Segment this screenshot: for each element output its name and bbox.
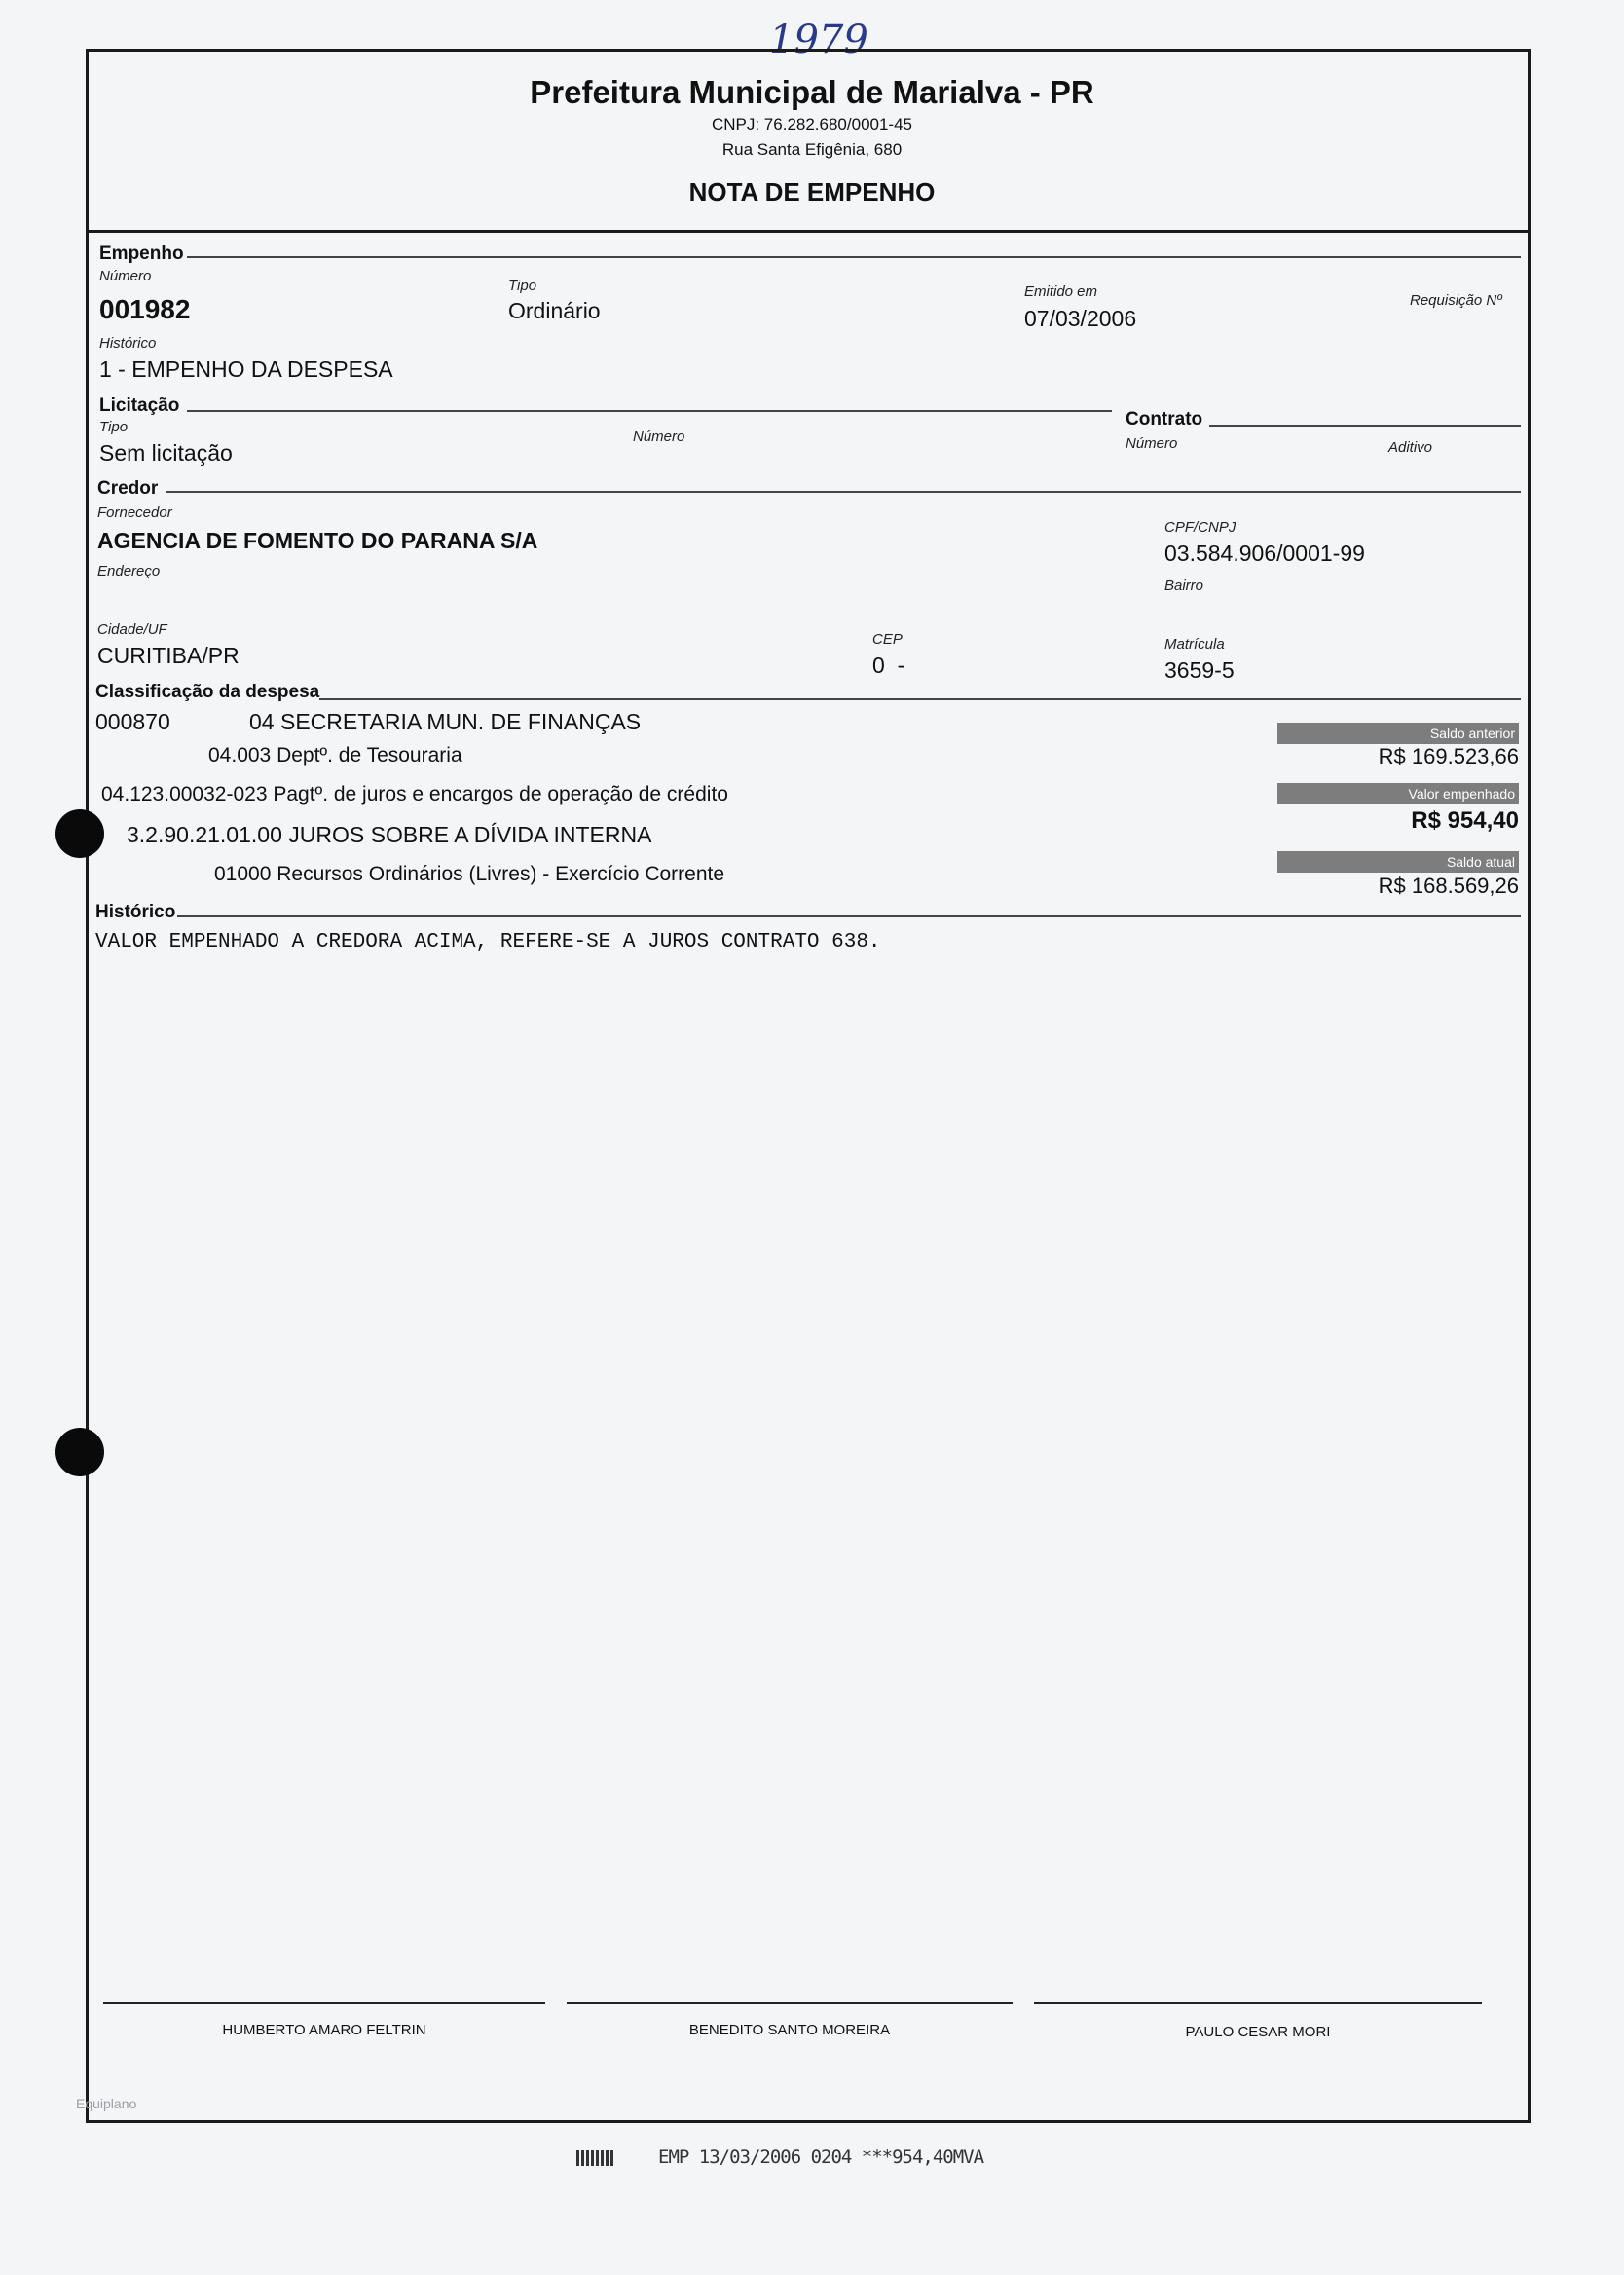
saldo-anterior-value: R$ 169.523,66: [1378, 744, 1519, 768]
saldo-anterior-label: Saldo anterior: [1277, 723, 1519, 744]
contrato-divider: [1209, 425, 1521, 427]
signature-line-3: [1034, 2002, 1482, 2004]
contrato-numero-label: Número: [1126, 435, 1178, 452]
signature-name-1: HUMBERTO AMARO FELTRIN: [222, 2022, 426, 2038]
empenho-section-label: Empenho: [99, 243, 184, 264]
credor-divider: [166, 491, 1521, 493]
signature-line-1: [103, 2002, 545, 2004]
empenho-historico: 1 - EMPENHO DA DESPESA: [99, 356, 393, 382]
header-divider: [86, 230, 1531, 233]
historico-divider: [177, 915, 1521, 917]
matricula: 3659-5: [1164, 657, 1235, 683]
licitacao-numero-label: Número: [633, 429, 685, 445]
punch-hole-top: [55, 809, 104, 858]
historico-section-label: Histórico: [95, 902, 176, 922]
cep-value: 0 -: [872, 653, 905, 678]
licitacao-tipo: Sem licitação: [99, 440, 233, 466]
bank-stamp: EMP 13/03/2006 0204 ***954,40MVA: [658, 2146, 984, 2168]
valor-empenhado-value: R$ 954,40: [1411, 807, 1519, 834]
fornecedor-name: AGENCIA DE FOMENTO DO PARANA S/A: [97, 528, 538, 553]
header-title: Prefeitura Municipal de Marialva - PR: [530, 74, 1094, 110]
cpf-cnpj: 03.584.906/0001-99: [1164, 541, 1365, 566]
matricula-label: Matrícula: [1164, 636, 1225, 653]
footer-brand: Equiplano: [76, 2096, 137, 2111]
classificacao-fonte: 01000 Recursos Ordinários (Livres) - Exercício Corrente: [214, 863, 725, 885]
cpf-cnpj-label: CPF/CNPJ: [1164, 519, 1236, 536]
bank-stamp-mark: [576, 2150, 615, 2166]
signature-name-2: BENEDITO SANTO MOREIRA: [688, 2022, 891, 2038]
signature-name-3: PAULO CESAR MORI: [1185, 2024, 1331, 2040]
historico-text: VALOR EMPENHADO A CREDORA ACIMA, REFERE-SE A JUROS CONTRATO 638.: [95, 931, 881, 953]
classificacao-divider: [319, 698, 1521, 700]
header-cnpj: CNPJ: 76.282.680/0001-45: [711, 115, 913, 133]
classificacao-section-label: Classificação da despesa: [95, 682, 320, 702]
empenho-numero-label: Número: [99, 268, 152, 284]
emitido-label: Emitido em: [1024, 283, 1098, 300]
licitacao-tipo-label: Tipo: [99, 419, 129, 435]
licitacao-divider: [187, 410, 1112, 412]
contrato-section-label: Contrato: [1126, 409, 1203, 429]
endereco-label: Endereço: [97, 563, 161, 579]
classificacao-funcional: 04.123.00032-023 Pagtº. de juros e encargos de operação de crédito: [101, 783, 728, 805]
classificacao-code: 000870: [95, 709, 170, 734]
emitido-date: 07/03/2006: [1024, 306, 1137, 331]
saldo-atual-label: Saldo atual: [1277, 851, 1519, 873]
empenho-divider: [187, 256, 1521, 258]
saldo-atual-value: R$ 168.569,26: [1378, 874, 1519, 898]
licitacao-section-label: Licitação: [99, 395, 180, 416]
handwritten-page-number: 1979: [769, 18, 868, 62]
bairro-label: Bairro: [1164, 578, 1204, 594]
empenho-historico-label: Histórico: [99, 335, 157, 352]
cidade-uf-label: Cidade/UF: [97, 621, 167, 638]
classificacao-orgao: 04 SECRETARIA MUN. DE FINANÇAS: [249, 709, 642, 734]
fornecedor-label: Fornecedor: [97, 504, 172, 521]
empenho-tipo: Ordinário: [508, 298, 601, 323]
empenho-numero: 001982: [99, 294, 191, 324]
valor-empenhado-label: Valor empenhado: [1277, 783, 1519, 804]
cep-label: CEP: [872, 631, 903, 648]
punch-hole-bottom: [55, 1428, 104, 1476]
empenho-tipo-label: Tipo: [508, 278, 537, 294]
signature-line-2: [567, 2002, 1013, 2004]
credor-section-label: Credor: [97, 478, 159, 499]
contrato-aditivo-label: Aditivo: [1388, 439, 1433, 456]
requisicao-label: Requisição Nº: [1410, 292, 1502, 309]
classificacao-unidade: 04.003 Deptº. de Tesouraria: [208, 744, 462, 766]
document-title: NOTA DE EMPENHO: [688, 177, 936, 206]
classificacao-natureza: 3.2.90.21.01.00 JUROS SOBRE A DÍVIDA INTERNA: [127, 822, 652, 847]
header-address: Rua Santa Efigênia, 680: [721, 140, 903, 159]
cidade-uf: CURITIBA/PR: [97, 643, 240, 668]
